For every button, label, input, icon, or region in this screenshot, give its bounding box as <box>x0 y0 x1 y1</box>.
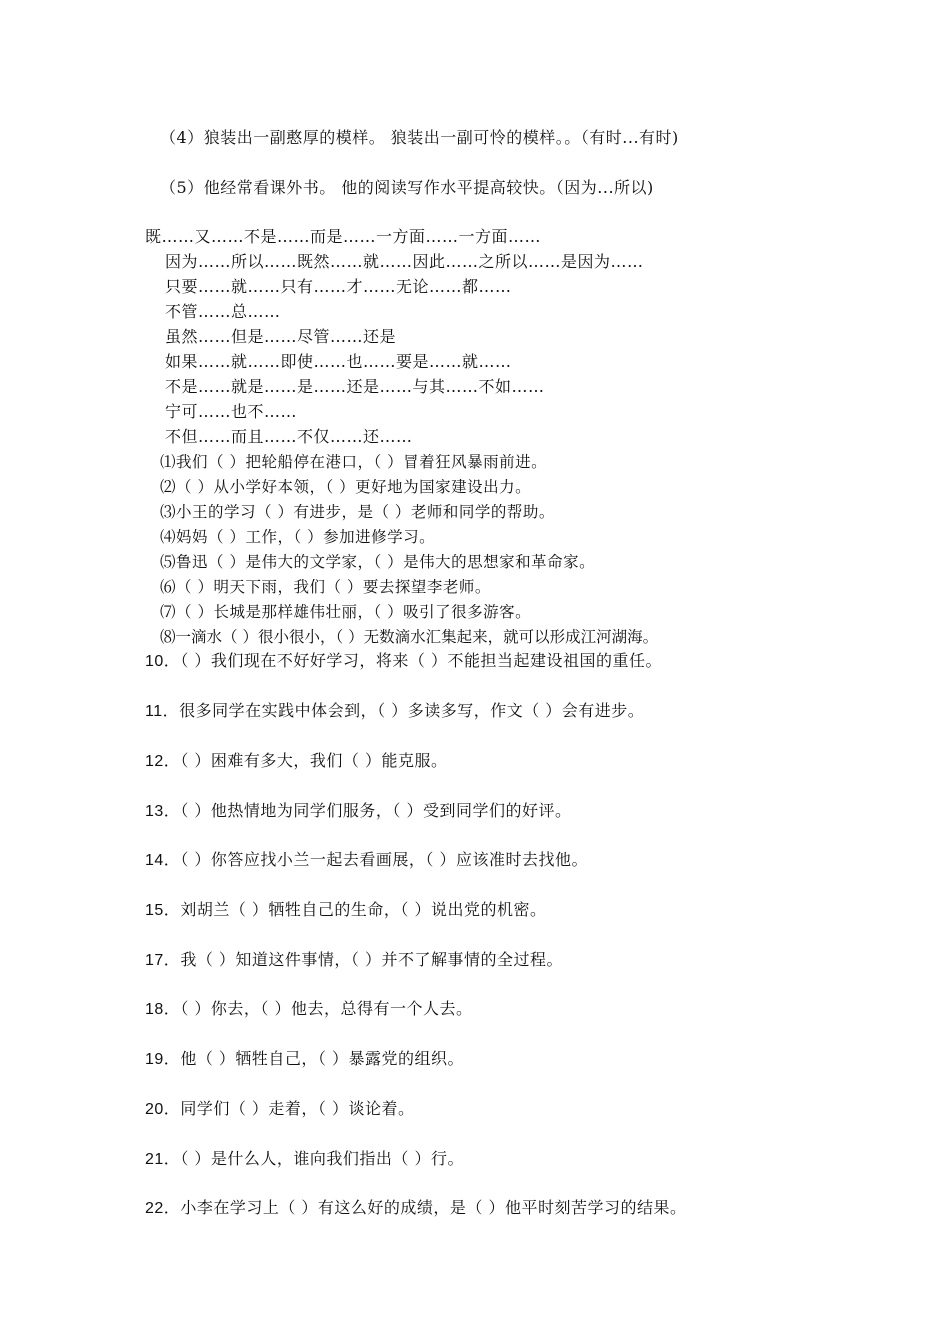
question-17 <box>145 950 563 971</box>
question-text: 同学们（ ）走着，（ ）谈论着。 <box>180 1099 415 1118</box>
question-text: 小李在学习上（ ）有这么好的成绩，是（ ）他平时刻苦学习的结果。 <box>180 1198 687 1217</box>
question-number: 15． <box>145 902 181 919</box>
question-number: 22． <box>145 1200 181 1217</box>
conjunction-line: 因为……所以……既然……就……因此……之所以……是因为…… <box>165 252 644 271</box>
question-13 <box>145 801 572 822</box>
sub-question-4 <box>160 527 435 547</box>
question-text: 他（ ）牺牲自己，（ ）暴露党的组织。 <box>180 1049 464 1068</box>
example-4 <box>160 128 679 148</box>
conjunction-line: 不管……总…… <box>165 302 281 321</box>
conjunction-line: 虽然……但是……尽管……还是 <box>165 327 397 346</box>
conjunction-line: 如果……就……即使……也……要是……就…… <box>165 352 512 371</box>
sub-question-label: ⑺ <box>160 603 177 621</box>
sub-question-8 <box>160 627 658 647</box>
question-21 <box>145 1149 464 1170</box>
sub-question-label: ⑶ <box>160 503 177 521</box>
sub-question-label: ⑵ <box>160 478 177 496</box>
question-number: 12． <box>145 753 181 770</box>
sub-question-text: （ ）长城是那样雄伟壮丽，（ ）吸引了很多游客。 <box>176 603 532 621</box>
question-22 <box>145 1198 687 1219</box>
question-text: （ ）你答应找小兰一起去看画展，（ ）应该准时去找他。 <box>180 850 588 869</box>
sub-question-text: 妈妈（ ）工作，（ ）参加进修学习。 <box>176 528 436 546</box>
sub-question-text: 小王的学习（ ）有进步，是（ ）老师和同学的帮助。 <box>176 503 555 521</box>
example-text: 他经常看课外书。 他的阅读写作水平提高较快。（因为...所以) <box>203 178 654 197</box>
question-12 <box>145 751 448 772</box>
example-label: （5） <box>160 178 204 197</box>
question-number: 10． <box>145 653 181 670</box>
sub-question-7 <box>160 602 531 622</box>
question-19 <box>145 1049 464 1070</box>
example-label: （4） <box>160 128 204 147</box>
question-text: 刘胡兰（ ）牺牲自己的生命，（ ）说出党的机密。 <box>180 900 547 919</box>
sub-question-3 <box>160 502 555 522</box>
conjunction-line: 宁可……也不…… <box>165 402 298 421</box>
question-text: （ ）困难有多大，我们（ ）能克服。 <box>180 751 448 770</box>
sub-question-text: 鲁迅（ ）是伟大的文学家，（ ）是伟大的思想家和革命家。 <box>176 553 596 571</box>
question-text: （ ）我们现在不好好学习，将来（ ）不能担当起建设祖国的重任。 <box>180 651 662 670</box>
sub-question-label: ⑻ <box>160 628 176 646</box>
sub-question-1 <box>160 452 547 472</box>
question-text: 很多同学在实践中体会到，（ ）多读多写，作文（ ）会有进步。 <box>179 701 645 720</box>
conjunction-line: 既……又……不是……而是……一方面……一方面…… <box>145 227 542 246</box>
sub-question-label: ⑹ <box>160 578 177 596</box>
sub-question-text: 一滴水（ ）很小很小，（ ）无数滴水汇集起来，就可以形成江河湖海。 <box>175 628 659 646</box>
conjunction-line: 不是……就是……是……还是……与其……不如…… <box>165 377 545 396</box>
question-text: 我（ ）知道这件事情，（ ）并不了解事情的全过程。 <box>180 950 563 969</box>
question-20 <box>145 1099 415 1120</box>
question-14 <box>145 850 588 871</box>
sub-question-label: ⑴ <box>160 453 177 471</box>
question-text: （ ）你去，（ ）他去，总得有一个人去。 <box>180 999 473 1018</box>
question-number: 11． <box>145 703 180 720</box>
example-5 <box>160 178 654 198</box>
example-text: 狼装出一副憨厚的模样。 狼装出一副可怜的模样。。（有时...有时) <box>203 128 679 147</box>
question-text: （ ）他热情地为同学们服务，（ ）受到同学们的好评。 <box>180 801 572 820</box>
sub-question-text: 我们（ ）把轮船停在港口，（ ）冒着狂风暴雨前进。 <box>176 453 548 471</box>
sub-question-label: ⑷ <box>160 528 177 546</box>
sub-question-5 <box>160 552 595 572</box>
question-number: 21． <box>145 1151 181 1168</box>
conjunction-line: 只要……就……只有……才……无论……都…… <box>165 277 512 296</box>
sub-question-2 <box>160 477 531 497</box>
question-number: 19． <box>145 1051 181 1068</box>
question-number: 17． <box>145 952 181 969</box>
question-15 <box>145 900 547 921</box>
sub-question-text: （ ）从小学好本领，（ ）更好地为国家建设出力。 <box>176 478 532 496</box>
question-11 <box>145 701 644 722</box>
sub-question-text: （ ）明天下雨，我们（ ）要去探望李老师。 <box>176 578 491 596</box>
question-number: 18． <box>145 1001 181 1018</box>
sub-question-6 <box>160 577 491 597</box>
sub-question-label: ⑸ <box>160 553 177 571</box>
question-number: 20． <box>145 1101 181 1118</box>
conjunction-line: 不但……而且……不仅……还…… <box>165 427 413 446</box>
question-10 <box>145 651 662 672</box>
question-number: 13． <box>145 803 181 820</box>
question-18 <box>145 999 473 1020</box>
question-text: （ ）是什么人，谁向我们指出（ ）行。 <box>180 1149 464 1168</box>
question-number: 14． <box>145 852 181 869</box>
